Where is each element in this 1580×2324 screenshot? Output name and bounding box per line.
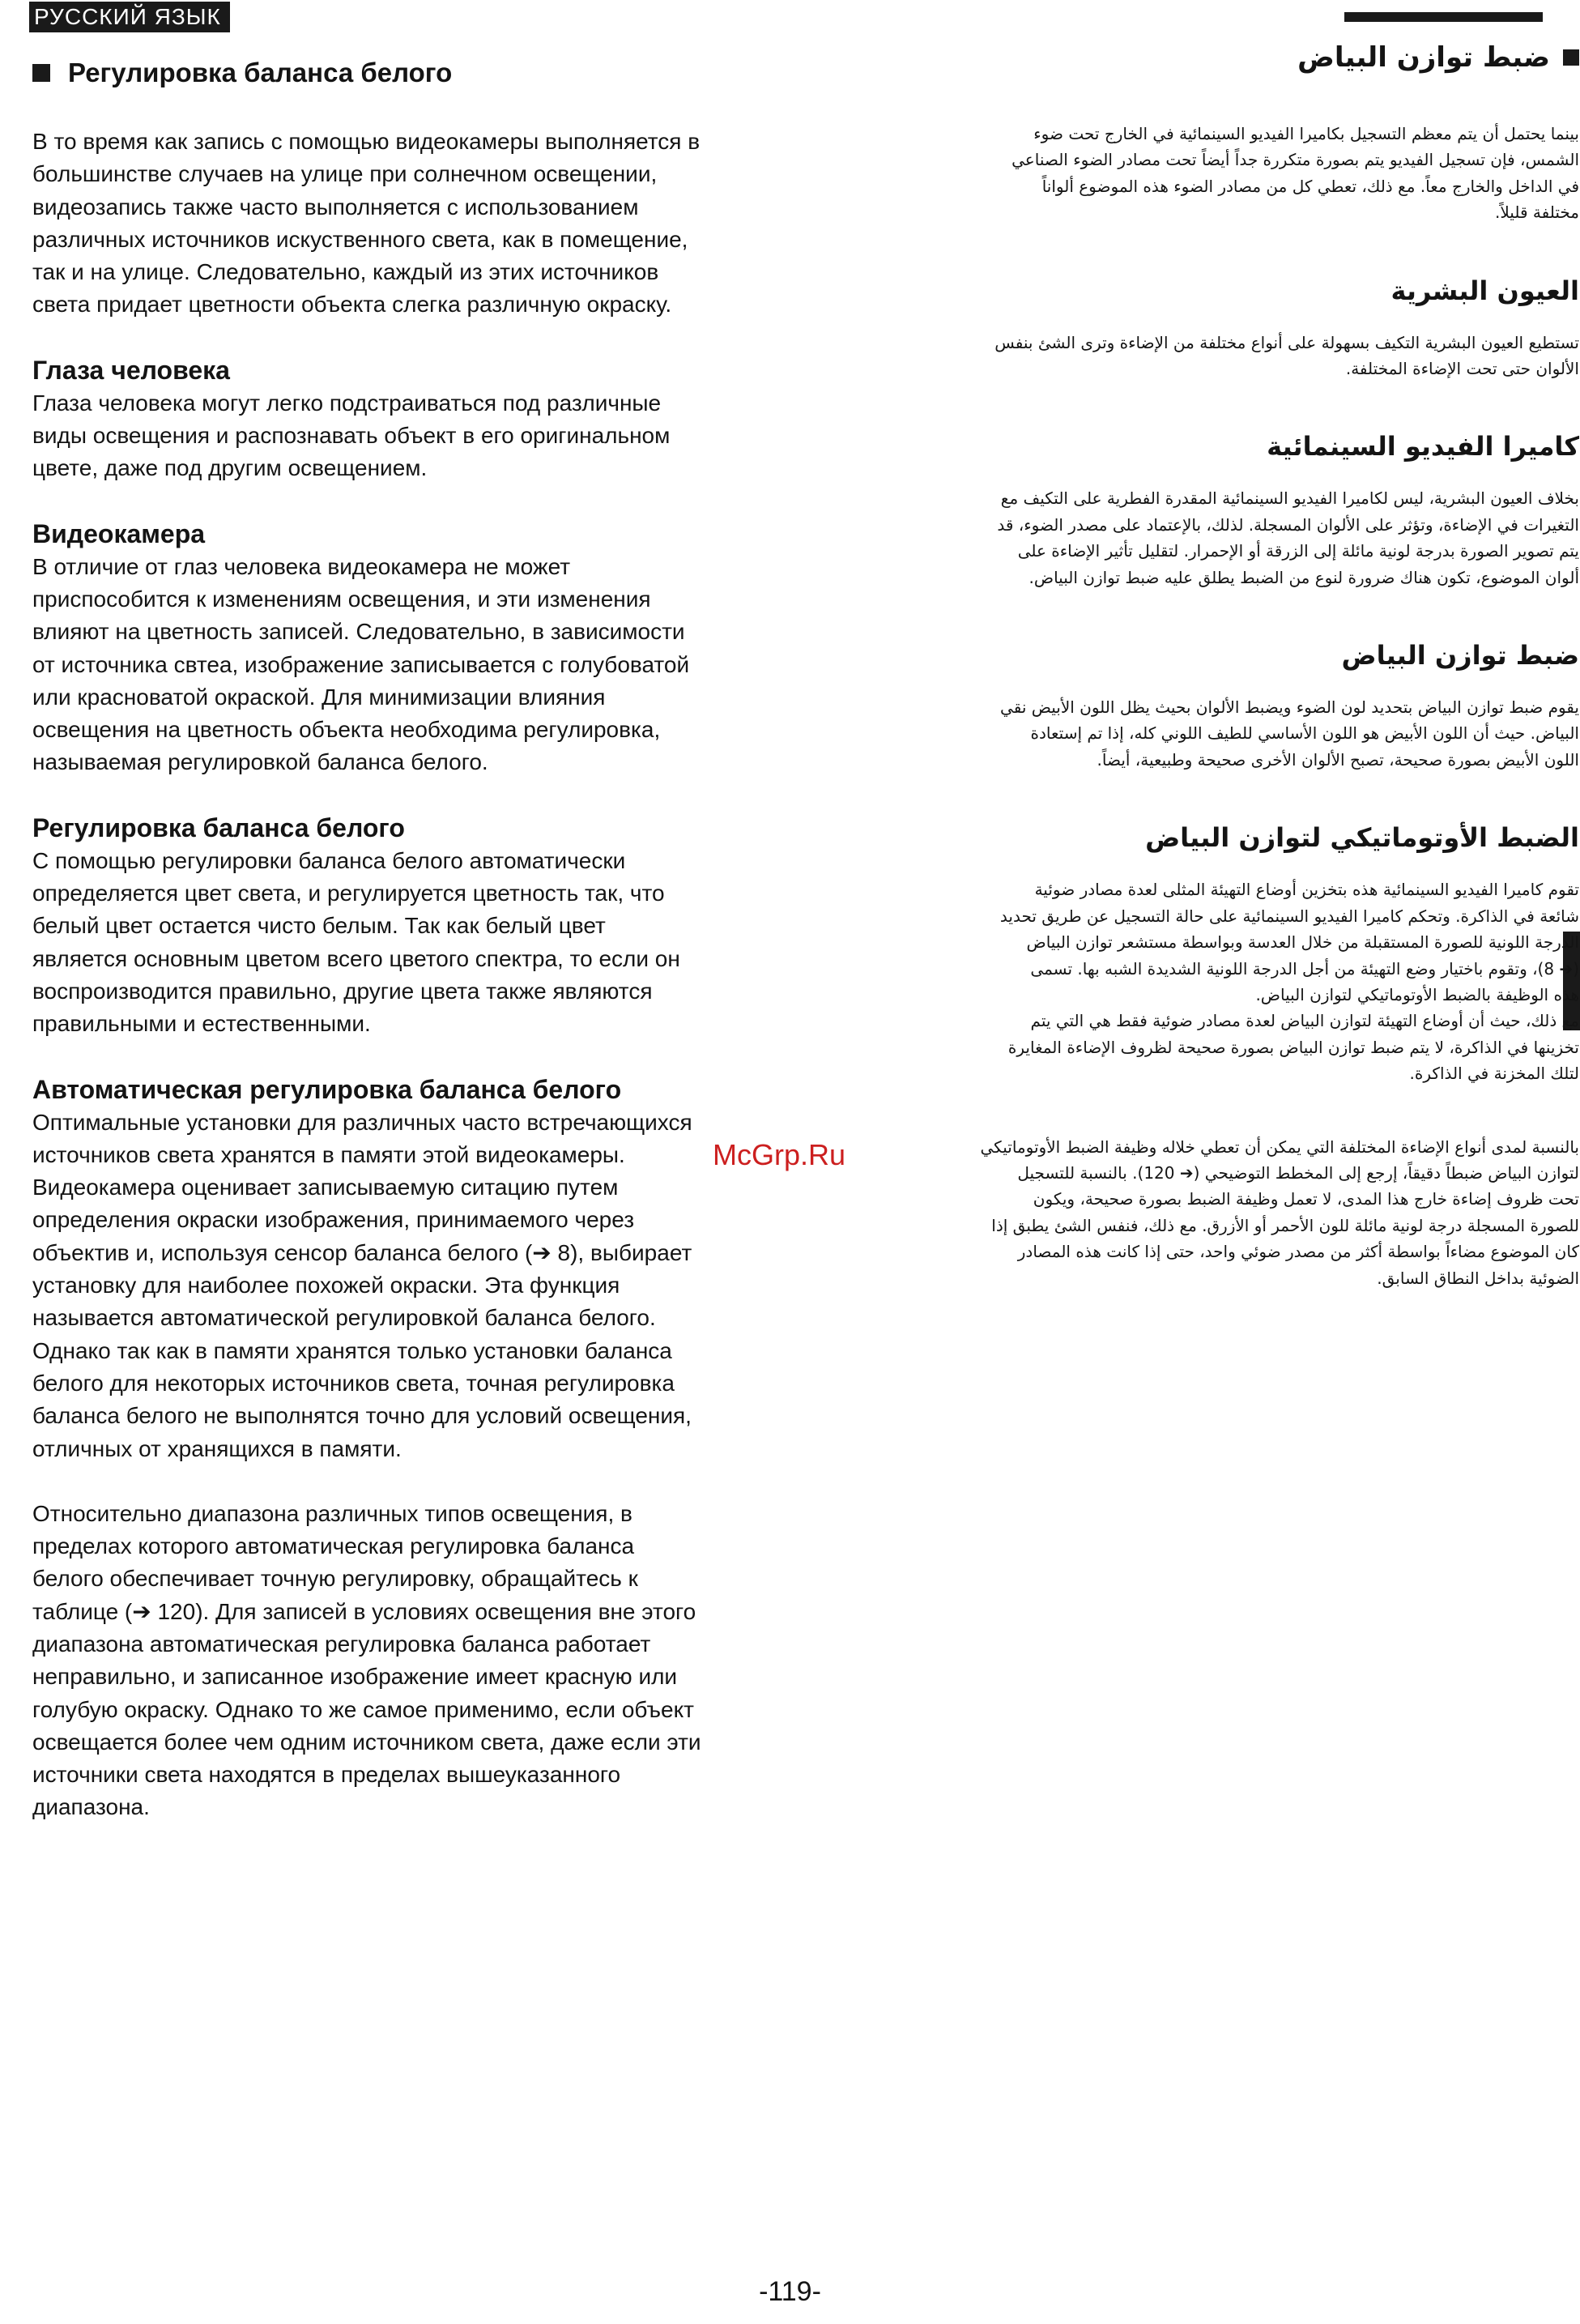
arabic-intro-paragraph: بينما يحتمل أن يتم معظم التسجيل بكاميرا الفيديو السينمائية في الخارج تحت ضوء الشمس، فإن تسجيل الفيديو يتم بصورة متكررة جداً أيضاً تحت مصادر الضوء الصناعي في الداخل والخارج معاً. مع ذلك، تعطي كل من مصادر الضوء هذه الموضوع ألواناً مختلفة قليلاً.: [1011, 124, 1579, 223]
language-tab: РУССКИЙ ЯЗЫК: [29, 2, 230, 32]
section-heading: Видеокамера: [32, 518, 206, 548]
russian-column: [32, 57, 834, 1857]
section-paragraph: Оптимальные установки для различных часто встречающихся источников света хранятся в памяти этой видеокамеры. Видеокамера оценивает записываемую ситацию путем определения окраски изображения, принимаемого через объектив и, используя сенсор баланса белого (➔ 8), выбирает установку для наиболее похожей окраски. Эта функция называется автоматической регулировкой баланса белого. Однако так как в памяти хранятся только установки баланса белого для некоторых источников света, точная регулировка баланса белого не выполнятся точно для условий освещения, отличных от хранящихся в памяти.: [32, 1109, 692, 1461]
bullet-square-icon: [32, 64, 50, 82]
arabic-title-row: [883, 39, 1579, 76]
arabic-section-paragraph: تستطيع العيون البشرية التكيف بسهولة على أنواع مختلفة من الإضاءة وترى الشئ بنفس الألوان حتى تحت الإضاءة المختلفة.: [994, 332, 1579, 379]
arabic-section-paragraph: بخلاف العيون البشرية، ليس لكاميرا الفيديو السينمائية المقدرة الفطرية على التكيف مع التغيرات في الإضاءة، وتؤثر على الألوان المسجلة. لذلك، بالإعتماد على مصدر الضوء، قد يتم تصوير الصورة بدرجة لونية مائلة إلى الزرقة أو الإحمرار. لتقليل تأثير الإضاءة على ألوان الموضوع، تكون هناك ضرورة لنوع من الضبط يطلق عليه ضبط توازن البياض.: [997, 488, 1579, 587]
arabic-section-white-balance: [883, 638, 1579, 773]
section-heading: Глаза человека: [32, 355, 230, 385]
closing-block: [32, 1498, 834, 1824]
section-paragraph: Глаза человека могут легко подстраиваться под различные виды освещения и распознавать объект в его оригинальном цвете, даже под другим освещением.: [32, 390, 671, 481]
intro-block: [32, 126, 834, 322]
arabic-section-heading: ضبط توازن البياض: [1341, 640, 1579, 672]
arabic-column: [883, 39, 1579, 1338]
arabic-section-paragraph: تقوم كاميرا الفيديو السينمائية هذه بتخزين أوضاع التهيئة المثلى لعدة مصادر ضوئية شائعة في الذاكرة. وتحكم كاميرا الفيديو السينمائية على حالة التسجيل عن طريق تحديد الدرجة اللونية للصورة المستقبلة من خلال العدسة وبواسطة مستشعر توازن البياض (➔ 8)، وتقوم باختيار وضع التهيئة من أجل الدرجة اللونية الشديدة الشبه بها. تسمى هذه الوظيفة بالضبط الأوتوماتيكي لتوازن البياض. مع ذلك، حيث أن أوضاع التهيئة لتوازن البياض لعدة مصادر ضوئية فقط هي التي يتم تخزينها في الذاكرة، لا يتم ضبط توازن البياض بصورة صحيحة لظروف الإضاءة المغايرة لتلك المخزنة في الذاكرة.: [999, 880, 1579, 1084]
page-title: Регулировка баланса белого: [68, 58, 453, 87]
page-number: -119-: [759, 2276, 821, 2307]
section-white-balance: [32, 812, 834, 1041]
arabic-section-auto-white-balance: [883, 820, 1579, 1086]
arabic-page-title: ضبط توازن البياض: [1297, 41, 1550, 74]
arabic-closing-paragraph: بالنسبة لمدى أنواع الإضاءة المختلفة التي يمكن أن تعطي خلاله وظيفة الضبط الأوتوماتيكي لتوازن البياض ضبطاً دقيقاً، إرجع إلى المخطط التوضيحي (➔ 120). بالنسبة للتسجيل تحت ظروف إضاءة خارج هذا المدى، لا تعمل وظيفة الضبط بصورة صحيحة، ويكون للصورة المسجلة درجة لونية مائلة للون الأحمر أو الأزرق. مع ذلك، فنفس الشئ يطبق إذا كان الموضوع مضاءاً بواسطة أكثر من مصدر ضوئي واحد، حتى إذا كانت هذه المصادر الضوئية بداخل النطاق السابق.: [980, 1136, 1579, 1288]
closing-paragraph: Относительно диапазона различных типов освещения, в пределах которого автоматическая регулировка баланса белого обеспечивает точную регулировку, обращайтесь к таблице (➔ 120). Для записей в условиях освещения вне этого диапазона автоматическая регулировка баланса работает неправильно, и записанное изображение имеет красную или голубую окраску. Однако то же самое применимо, если объект освещается более чем одним источником света, даже если эти источники света находятся в пределах вышеуказанного диапазона.: [32, 1500, 701, 1820]
watermark: McGrp.Ru: [713, 1138, 846, 1171]
arabic-section-videocamera: [883, 429, 1579, 591]
arabic-section-human-eyes: [883, 273, 1579, 382]
arabic-closing-block: [883, 1134, 1579, 1291]
section-title-row: [32, 57, 834, 89]
section-videocamera: [32, 518, 834, 779]
section-heading: Автоматическая регулировка баланса белого: [32, 1074, 622, 1104]
arabic-section-heading: الضبط الأوتوماتيكي لتوازن البياض: [1145, 822, 1579, 854]
section-paragraph: В отличие от глаз человека видеокамера не может приспособится к изменениям освещения, и эти изменения влияют на цветность записей. Следовательно, в зависимости от источника свтеа, изображение записывается с голубоватой или красноватой окраской. Для минимизации влияния освещения на цветность объекта необходима регулировка, называемая регулировкой баланса белого.: [32, 553, 690, 775]
arabic-section-heading: كاميرا الفيديو السينمائية: [1267, 431, 1579, 463]
section-auto-white-balance: [32, 1073, 834, 1465]
header-bar-right: [1344, 12, 1543, 22]
arabic-section-paragraph: يقوم ضبط توازن البياض بتحديد لون الضوء ويضبط الألوان بحيث يظل اللون الأبيض نقي البياض. حيث أن اللون الأبيض هو اللون الأساسي للطيف اللوني كله، إذا تم إستعادة اللون الأبيض بصورة صحيحة، تصبح الألوان الأخرى صحيحة وطبيعية، أيضاً.: [1000, 697, 1579, 770]
section-heading: Регулировка баланса белого: [32, 812, 405, 842]
section-human-eyes: [32, 354, 834, 485]
bullet-square-icon: [1563, 49, 1579, 66]
intro-paragraph: В то время как запись с помощью видеокамеры выполняется в большинстве случаев на улице при солнечном освещении, видеозапись также часто выполняется с использованием различных источников искуственного света, как в помещение, так и на улице. Следовательно, каждый из этих источников света придает цветности объекта слегка различную окраску.: [32, 129, 701, 318]
arabic-section-heading: العيون البشرية: [1390, 275, 1579, 306]
arabic-intro-block: [883, 121, 1579, 226]
section-paragraph: С помощью регулировки баланса белого автоматически определяется цвет света, и регулируется цветность так, что белый цвет остается чисто белым. Так как белый цвет является основным цветом всего цветого спектра, то если он воспроизводится правильно, другие цвета также являются правильными и естественными.: [32, 847, 680, 1037]
